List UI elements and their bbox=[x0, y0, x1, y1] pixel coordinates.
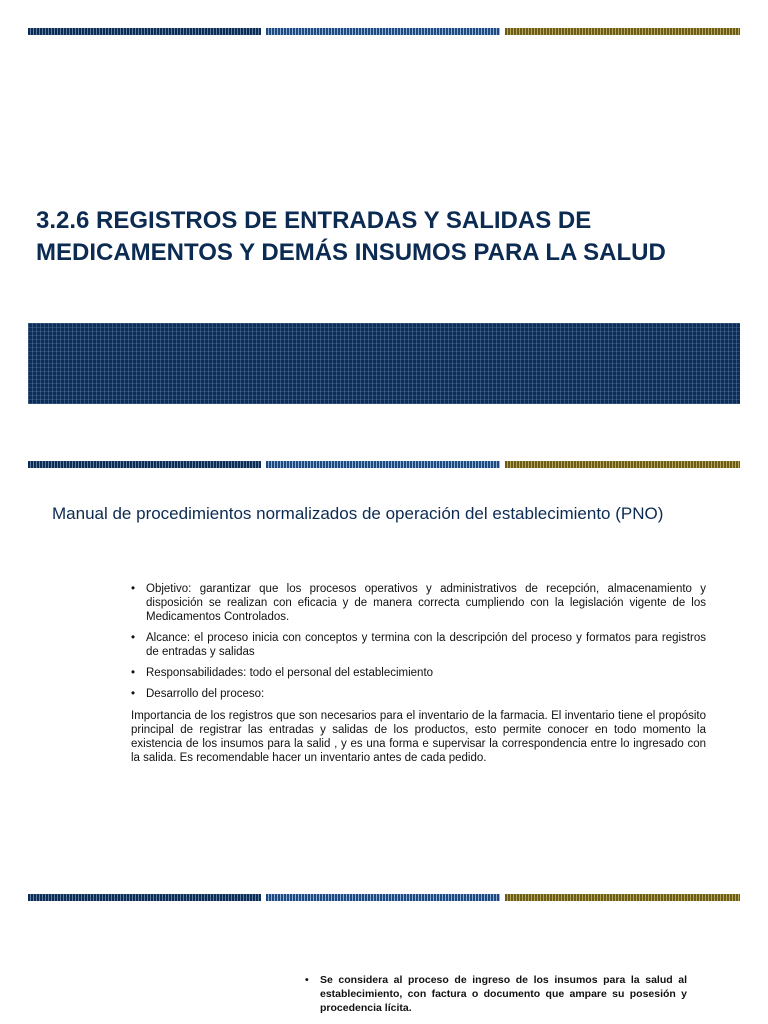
band-segment-blue bbox=[266, 894, 500, 901]
slide-title-line-2: MEDICAMENTOS Y DEMÁS INSUMOS PARA LA SALUD bbox=[36, 239, 666, 266]
band-segment-dark-blue bbox=[28, 894, 261, 901]
band-segment-blue bbox=[266, 28, 500, 35]
bullet-responsabilidades: • Responsabilidades: todo el personal del establecimiento bbox=[131, 666, 706, 680]
slide-title bbox=[36, 205, 736, 269]
bullet-alcance: • Alcance: el proceso inicia con conceptos y termina con la descripción del proceso y formatos para registros de entradas y salidas bbox=[131, 631, 706, 659]
slide-2-content bbox=[131, 582, 706, 765]
decorative-band-top bbox=[28, 28, 740, 35]
band-segment-dark-blue bbox=[28, 28, 261, 35]
band-segment-blue bbox=[266, 461, 500, 468]
bullet-objetivo: • Objetivo: garantizar que los procesos operativos y administrativos de recepción, almacenamiento y disposición se realizan con eficacia y de manera correcta cumpliendo con la legislación vigente de los Medicamentos Controlados. bbox=[131, 582, 706, 624]
band-segment-gold bbox=[505, 461, 740, 468]
decorative-band-slide-2 bbox=[28, 461, 740, 468]
bullet-list bbox=[305, 973, 687, 1015]
band-segment-gold bbox=[505, 28, 740, 35]
band-segment-gold bbox=[505, 894, 740, 901]
bullet-list bbox=[131, 582, 706, 701]
decorative-band-slide-3 bbox=[28, 894, 740, 901]
decorative-banner bbox=[28, 323, 740, 404]
paragraph-importancia: Importancia de los registros que son necesarios para el inventario de la farmacia. El inventario tiene el propósito principal de registrar las entradas y salidas de los productos, esto permite conocer en todo momento la existencia de los insumos para la salid , y es una forma e supervisar la correspondencia entre lo ingresado con la salida. Es recomendable hacer un inventario antes de cada pedido. bbox=[131, 710, 706, 764]
slide-title-line-1: 3.2.6 REGISTROS DE ENTRADAS Y SALIDAS DE bbox=[36, 207, 592, 234]
bullet-ingreso: • Se considera al proceso de ingreso de los insumos para la salud al establecimiento, con factura o documento que ampare su posesión y procedencia lícita. bbox=[305, 973, 687, 1015]
bullet-desarrollo: • Desarrollo del proceso: bbox=[131, 687, 706, 701]
section-heading: Manual de procedimientos normalizados de operación del establecimiento (PNO) bbox=[52, 504, 664, 523]
slide-3-content bbox=[305, 973, 687, 1015]
band-segment-dark-blue bbox=[28, 461, 261, 468]
